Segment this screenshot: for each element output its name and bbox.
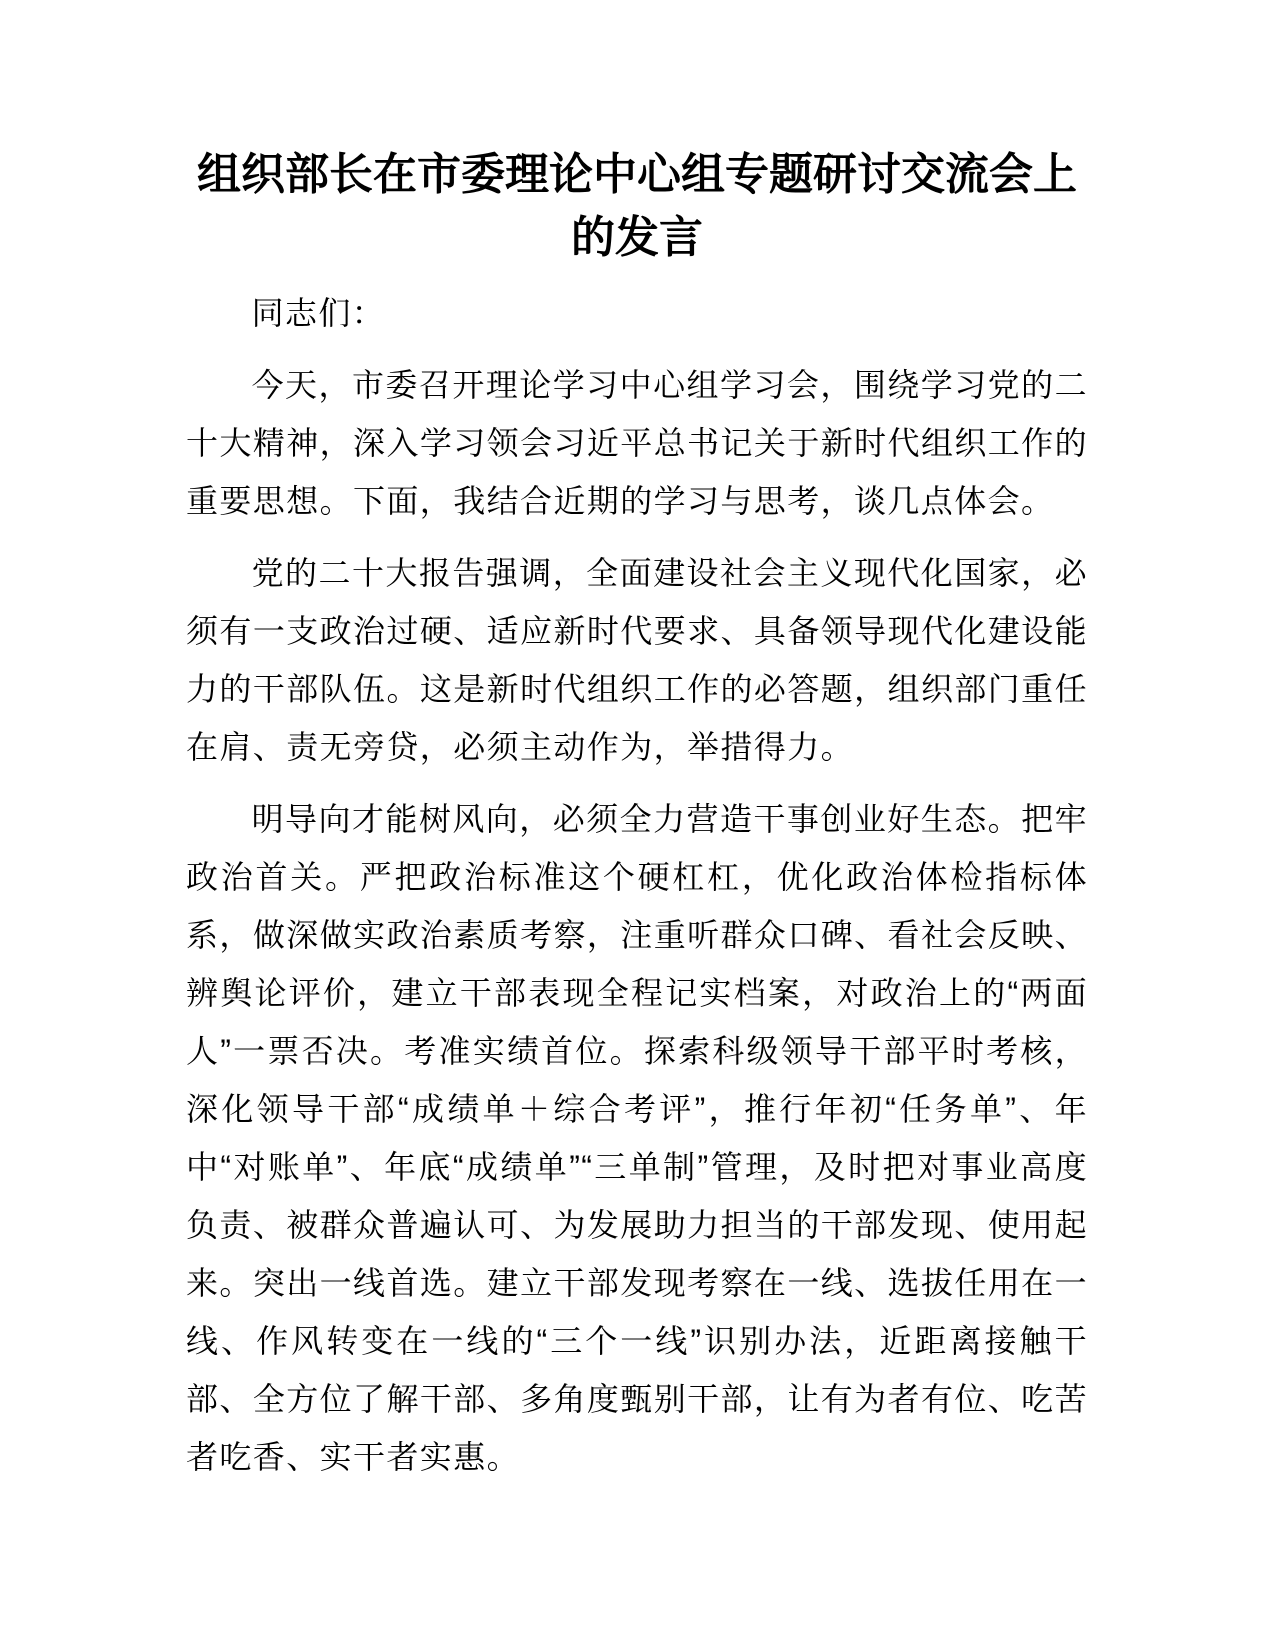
paragraph-orientation: 明导向才能树风向，必须全力营造干事创业好生态。把牢政治首关。严把政治标准这个硬杠杠，优化政治体检指标体系，做深做实政治素质考察，注重听群众口碑、看社会反映、辨舆论评价，建立干部表现全程记实档案，对政治上的“两面人”一票否决。考准实绩首位。探索科级领导干部平时考核，深化领导干部“成绩单＋综合考评”，推行年初“任务单”、年中“对账单”、年底“成绩单”“三单制”管理，及时把对事业高度负责、被群众普遍认可、为发展助力担当的干部发现、使用起来。突出一线首选。建立干部发现考察在一线、选拔任用在一线、作风转变在一线的“三个一线”识别办法，近距离接触干部、全方位了解干部、多角度甄别干部，让有为者有位、吃苦者吃香、实干者实惠。 [186,801,1088,1475]
paragraph-intro: 今天，市委召开理论学习中心组学习会，围绕学习党的二十大精神，深入学习领会习近平总书记关于新时代组织工作的重要思想。下面，我结合近期的学习与思考，谈几点体会。 [186,367,1088,519]
document-title: 组织部长在市委理论中心组专题研讨交流会上的发言 [197,150,1077,262]
salutation: 同志们： [251,295,386,331]
paragraph-report-emphasis: 党的二十大报告强调，全面建设社会主义现代化国家，必须有一支政治过硬、适应新时代要求、具备领导现代化建设能力的干部队伍。这是新时代组织工作的必答题，组织部门重任在肩、责无旁贷，必须主动作为，举措得力。 [186,555,1088,765]
